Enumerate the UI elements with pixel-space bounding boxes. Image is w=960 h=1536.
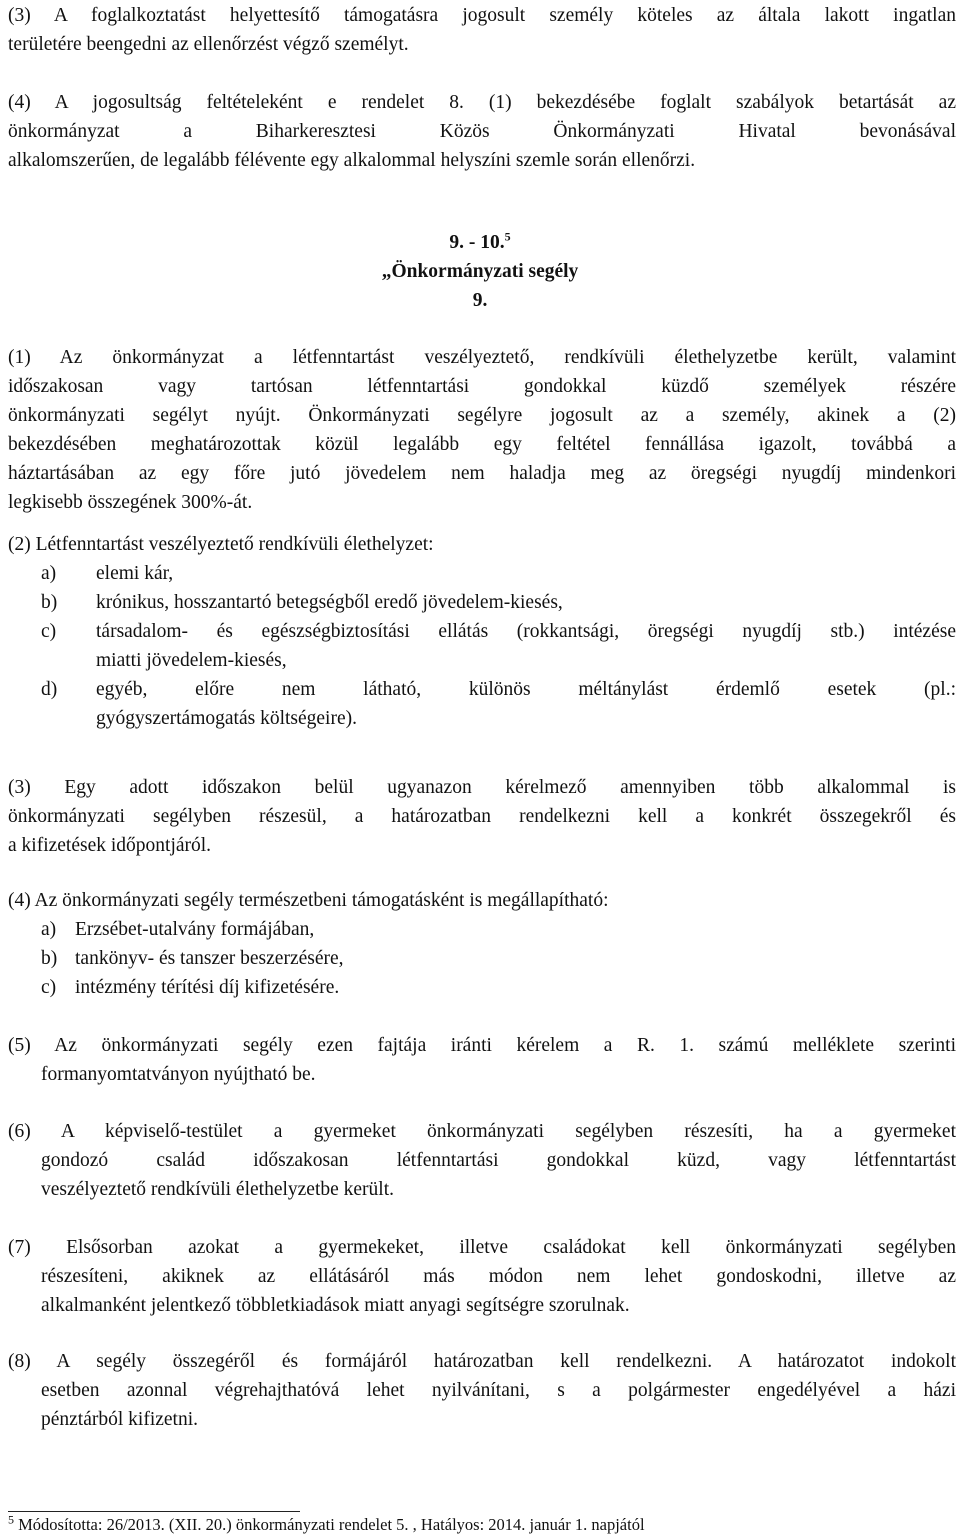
p8-line-2: esetben azonnal végrehajthatóvá lehet nyilvánítani, s a polgármester engedélyével a házi: [41, 1380, 956, 1401]
footnote-divider: [8, 1511, 300, 1512]
p1-line-3: önkormányzati segélyt nyújt. Önkormányzati segélyre jogosult az a személy, akinek a (2): [8, 405, 956, 426]
section-number: 9.: [472, 290, 488, 311]
p5-line-1: (5) Az önkormányzati segély ezen fajtája iránti kérelem a R. 1. számú melléklete szerinti: [8, 1035, 956, 1056]
p1-line-6: legkisebb összegének 300%-át.: [8, 492, 253, 513]
p1-line-2: időszakosan vagy tartósan létfenntartási gondokkal küzdő személyek részére: [8, 376, 956, 397]
p8-line-3: pénztárból kifizetni.: [41, 1409, 199, 1430]
section-range: 9. - 10.: [449, 232, 505, 253]
p1-line-1: (1) Az önkormányzat a létfenntartást veszélyeztető, rendkívüli élethelyzetbe került, valamint: [8, 347, 956, 368]
p6-line-2: gondozó család időszakosan létfenntartási gondokkal küzd, vagy létfenntartást: [41, 1150, 956, 1171]
paragraph-3-line-1: (3) A foglalkoztatást helyettesítő támogatásra jogosult személy köteles az általa lakott ingatlan: [8, 5, 956, 26]
section-title: „Önkormányzati segély: [381, 261, 579, 282]
p2-item-d-text-1: egyéb, előre nem látható, különös méltánylást érdemlő esetek (pl.:: [96, 679, 956, 700]
p4-item-c-text: intézmény térítési díj kifizetésére.: [75, 977, 340, 998]
p6-line-3: veszélyeztető rendkívüli élethelyzetbe került.: [41, 1179, 395, 1200]
footnote-reference: 5: [504, 229, 511, 244]
p4-item-b-text: tankönyv- és tanszer beszerzésére,: [75, 948, 344, 969]
p6-line-1: (6) A képviselő-testület a gyermeket önkormányzati segélyben részesíti, ha a gyermeket: [8, 1121, 956, 1142]
p2-item-a-text: elemi kár,: [96, 563, 174, 584]
paragraph-4-line-3: alkalomszerűen, de legalább félévente egy alkalommal helyszíni szemle során ellenőrzi.: [8, 150, 696, 171]
p4-item-c-marker: c): [41, 977, 57, 998]
p7-line-2: részesíteni, akiknek az ellátásáról más módon nem lehet gondoskodni, illetve az: [41, 1266, 956, 1287]
paragraph-4-line-2: önkormányzat a Biharkeresztesi Közös Önkormányzati Hivatal bevonásával: [8, 121, 956, 142]
p4-item-a-text: Erzsébet-utalvány formájában,: [75, 919, 315, 940]
p2-item-c-text-1: társadalom- és egészségbiztosítási ellátás (rokkantsági, öregségi nyugdíj stb.) intézése: [96, 621, 956, 642]
p2-item-b-text: krónikus, hosszantartó betegségből eredő jövedelem-kiesés,: [96, 592, 563, 613]
p1-line-5: háztartásában az egy főre jutó jövedelem nem haladja meg az öregségi nyugdíj mindenkori: [8, 463, 956, 484]
p3-line-1: (3) Egy adott időszakon belül ugyanazon kérelmező amennyiben több alkalommal is: [8, 777, 956, 798]
p2-item-c-marker: c): [41, 621, 57, 642]
p2-item-c-text-2: miatti jövedelem-kiesés,: [96, 650, 287, 671]
footnote: [8, 1512, 645, 1534]
p3-line-3: a kifizetések időpontjáról.: [8, 835, 212, 856]
footnote-text: Módosította: 26/2013. (XII. 20.) önkormányzati rendelet 5. , Hatályos: 2014. január 1. napjától: [18, 1515, 645, 1534]
p5-line-2: formanyomtatványon nyújtható be.: [41, 1064, 316, 1085]
p3-line-2: önkormányzati segélyben részesül, a határozatban rendelkezni kell a konkrét összegekről és: [8, 806, 956, 827]
paragraph-4-line-1: (4) A jogosultság feltételeként e rendelet 8. (1) bekezdésébe foglalt szabályok betartását az: [8, 92, 956, 113]
paragraph-3-line-2: területére beengedni az ellenőrzést végző személyt.: [8, 34, 409, 55]
p7-line-1: (7) Elsősorban azokat a gyermekeket, illetve családokat kell önkormányzati segélyben: [8, 1237, 956, 1258]
p2-item-b-marker: b): [41, 592, 58, 613]
p2-item-a-marker: a): [41, 563, 57, 584]
p4-item-a-marker: a): [41, 919, 57, 940]
footnote-number: 5: [8, 1512, 14, 1527]
section-range-heading: [0, 229, 960, 253]
p8-line-1: (8) A segély összegéről és formájáról határozatban kell rendelkezni. A határozatot indokolt: [8, 1351, 956, 1372]
p2-item-d-text-2: gyógyszertámogatás költségeire).: [96, 708, 357, 729]
p4-intro: (4) Az önkormányzati segély természetbeni támogatásként is megállapítható:: [8, 890, 609, 911]
p2-item-d-marker: d): [41, 679, 58, 700]
p1-line-4: bekezdésében meghatározottak közül legalább egy feltétel fennállása igazolt, továbbá a: [8, 434, 956, 455]
p7-line-3: alkalmanként jelentkező többletkiadások miatt anyagi segítségre szorulnak.: [41, 1295, 630, 1316]
p2-intro: (2) Létfenntartást veszélyeztető rendkívüli élethelyzet:: [8, 534, 434, 555]
p4-item-b-marker: b): [41, 948, 58, 969]
